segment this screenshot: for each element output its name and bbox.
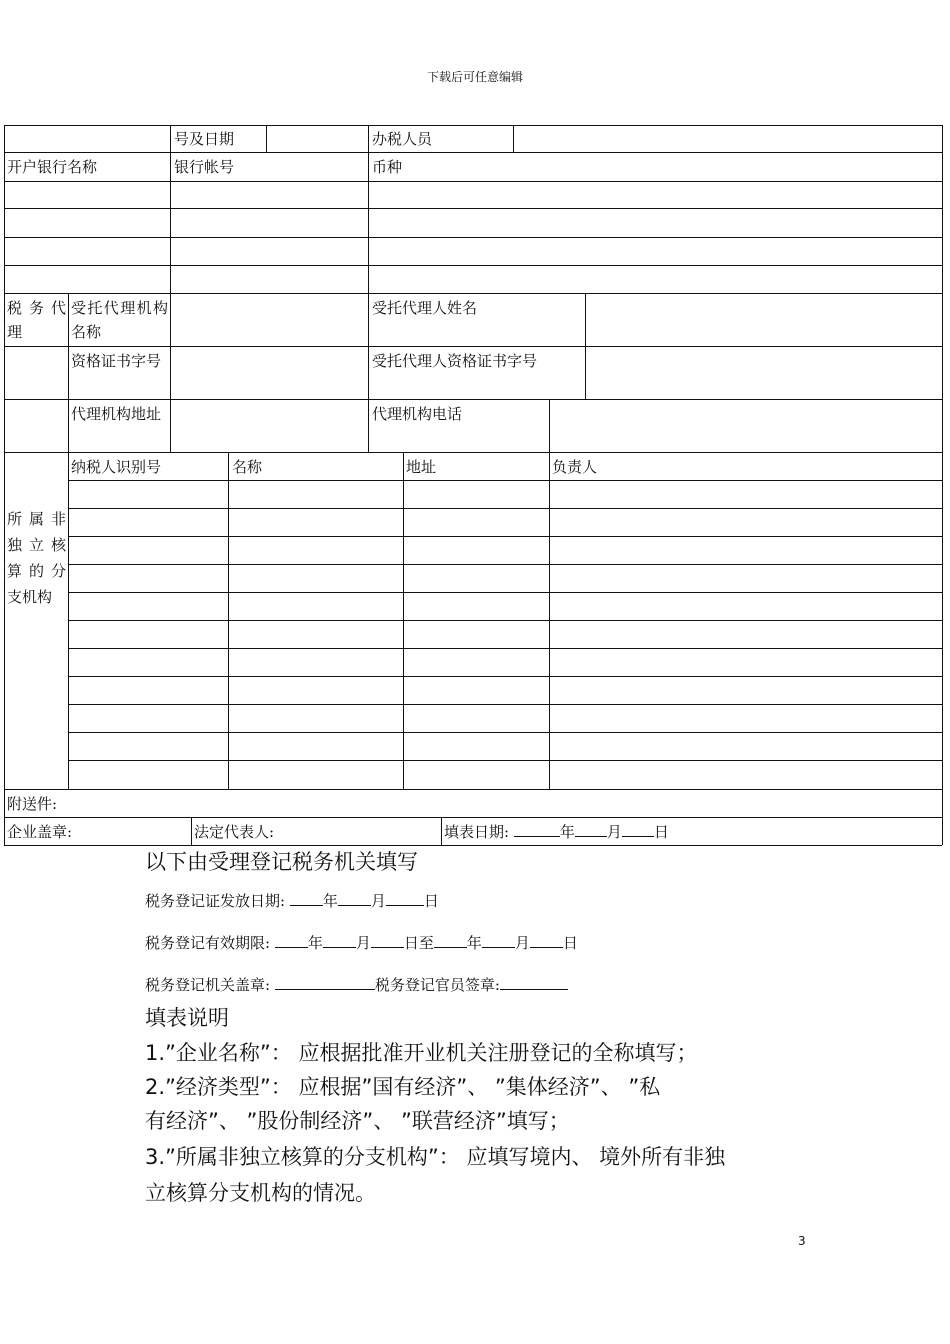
attachments-label: 附送件: (7, 795, 58, 813)
authority-section-title: 以下由受理登记税务机关填写 (145, 850, 418, 874)
page-header-note: 下载后可任意编辑 (426, 70, 523, 84)
tax-officer-label: 办税人员 (372, 130, 433, 148)
legal-representative-label: 法定代表人: (194, 823, 275, 841)
agent-name-label: 受托代理人姓名 (372, 299, 478, 317)
agent-cert-number-label: 受托代理人资格证书字号 (372, 352, 538, 370)
authority-seal-field: 税务登记机关盖章: 税务登记官员签章: (145, 974, 568, 995)
instruction-line-1: 1.”企业名称”： 应根据批准开业机关注册登记的全称填写； (145, 1041, 698, 1065)
page-number: 3 (798, 1234, 806, 1248)
tax-agent-section-label: 税务代理 (7, 299, 66, 341)
cert-number-label: 资格证书字号 (71, 352, 162, 370)
branch-col-address: 地址 (406, 458, 437, 476)
fill-date-field: 填表日期: 年 月 日 (444, 823, 669, 841)
instruction-line-2a: 2.”经济类型”： 应根据”国有经济”、 ”集体经济”、 ”私 (145, 1075, 661, 1099)
branch-col-taxpayer-id: 纳税人识别号 (71, 458, 162, 476)
validity-period-field: 税务登记有效期限: 年 月 日至 年 月 日 (145, 934, 578, 952)
instruction-line-2b: 有经济”、 ”股份制经济”、 ”联营经济”填写； (145, 1109, 570, 1133)
instruction-line-3b: 立核算分支机构的情况。 (145, 1181, 376, 1205)
company-seal-label: 企业盖章: (7, 823, 73, 841)
instructions-title: 填表说明 (145, 1006, 229, 1030)
branch-col-name: 名称 (232, 458, 263, 476)
branch-col-manager: 负责人 (552, 458, 598, 476)
bank-account-label: 银行帐号 (174, 158, 235, 176)
instruction-line-3a: 3.”所属非独立核算的分支机构”： 应填写境内、 境外所有非独 (145, 1145, 726, 1169)
date-label: 号及日期 (174, 130, 235, 148)
agent-org-name-label: 受托代理机构名称 (71, 299, 168, 341)
branch-section-label: 所属非独立核算的分支机构 (7, 510, 66, 606)
agent-phone-label: 代理机构电话 (372, 405, 463, 423)
agent-address-label: 代理机构地址 (71, 405, 162, 423)
issue-date-field: 税务登记证发放日期: 年 月 日 (145, 892, 439, 910)
currency-label: 币种 (372, 158, 403, 176)
bank-name-label: 开户银行名称 (7, 158, 98, 176)
